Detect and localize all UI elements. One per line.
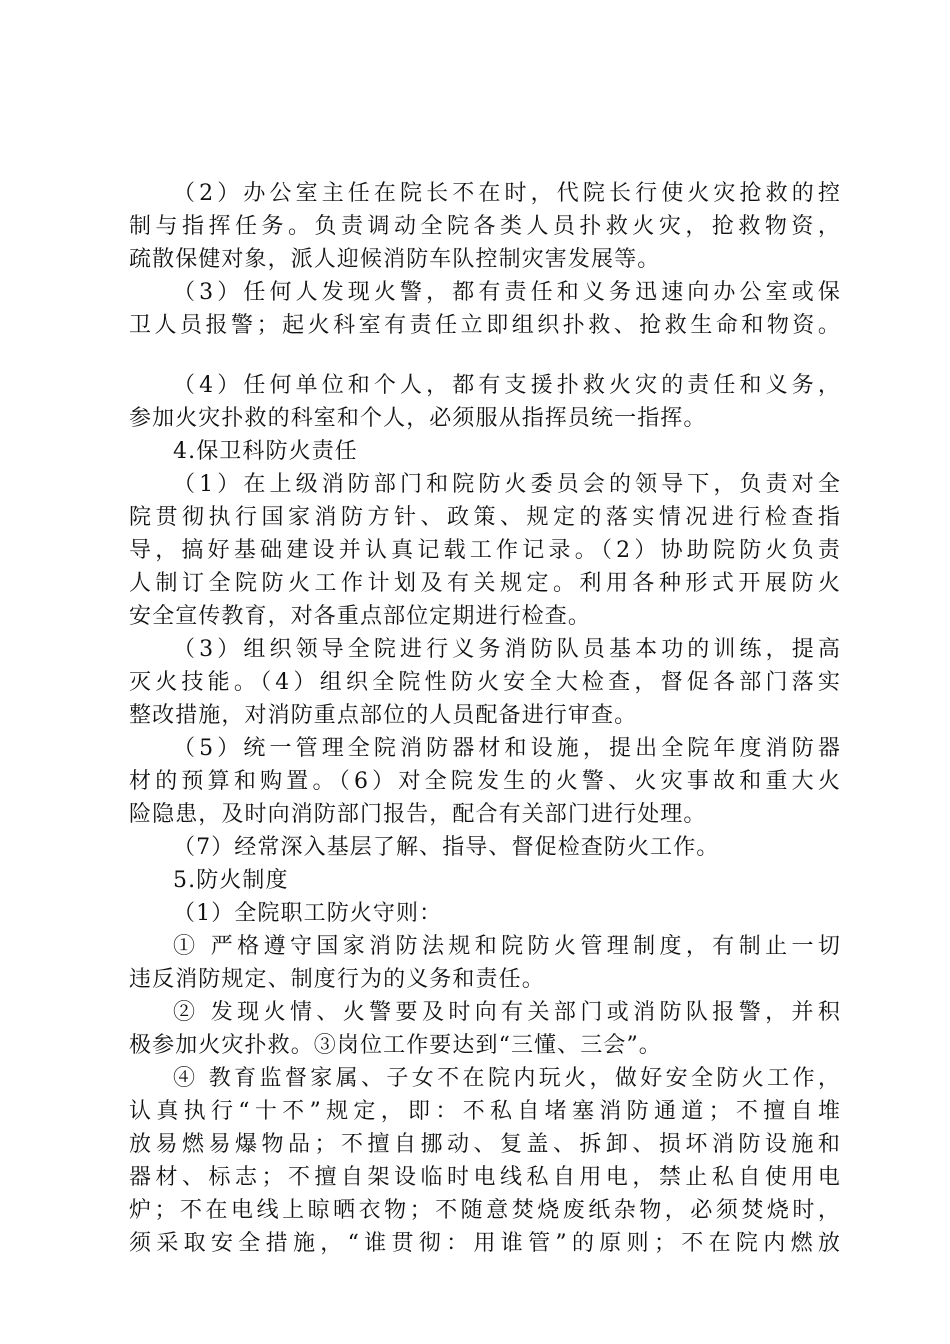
text-line: 违反消防规定、制度行为的义务和责任。 [129,967,545,992]
section-heading-fire-rules [129,864,841,897]
paragraph-rule-2 [129,996,841,1062]
document-body [129,177,841,1260]
text-line: 参加火灾扑救的科室和个人，必须服从指挥员统一指挥。 [129,406,707,431]
text-line: 材的预算和购置。（6）对全院发生的火警、火灾事故和重大火 [129,769,841,794]
text-line: （5）统一管理全院消防器材和设施，提出全院年度消防器 [173,736,841,761]
text-line: ④ 教育监督家属、子女不在院内玩火，做好安全防火工作， [173,1066,841,1091]
text-line: 极参加火灾扑救。③岗位工作要达到“三懂、三会”。 [129,1033,662,1058]
paragraph-rule-1 [129,930,841,996]
text-line: （1）全院职工防火守则： [173,901,443,926]
text-line: 制与指挥任务。负责调动全院各类人员扑救火灾，抢救物资， [129,214,841,239]
text-line: 疏散保健对象，派人迎候消防车队控制灾害发展等。 [129,247,661,272]
text-line: 灭火技能。（4）组织全院性防火安全大检查，督促各部门落实 [129,670,841,695]
paragraph-security-1 [129,468,841,633]
text-line: （2）办公室主任在院长不在时，代院长行使火灾抢救的控 [173,181,841,206]
text-line: ① 严格遵守国家消防法规和院防火管理制度，有制止一切 [173,934,841,959]
paragraph-4-support [129,369,841,435]
section-title: 4.保卫科防火责任 [173,439,358,464]
section-heading-security [129,435,841,468]
text-line: （3）组织领导全院进行义务消防队员基本功的训练，提高 [173,637,841,662]
paragraph-security-3 [129,633,841,732]
text-line: 须采取安全措施，“谁贯彻：用谁管”的原则；不在院内燃放 [129,1231,841,1256]
text-line: 认真执行“十不”规定，即：不私自堵塞消防通道；不擅自堆 [129,1099,841,1124]
paragraph-rule-4 [129,1062,841,1260]
text-line: 放易燃易爆物品；不擅自挪动、复盖、拆卸、损坏消防设施和 [129,1132,841,1157]
text-line: （3）任何人发现火警，都有责任和义务迅速向办公室或保 [173,280,841,305]
text-line: （7）经常深入基层了解、指导、督促检查防火工作。 [173,835,720,860]
text-line: 导，搞好基础建设并认真记载工作记录。（2）协助院防火负责 [129,538,841,563]
text-line: ② 发现火情、火警要及时向有关部门或消防队报警，并积 [173,1000,841,1025]
text-line: 卫人员报警；起火科室有责任立即组织扑救、抢救生命和物资。 [129,313,841,338]
section-title: 5.防火制度 [173,868,289,893]
text-line: 炉；不在电线上晾晒衣物；不随意焚烧废纸杂物，必须焚烧时， [129,1198,841,1223]
text-line: （1）在上级消防部门和院防火委员会的领导下，负责对全 [173,472,841,497]
text-line: 安全宣传教育，对各重点部位定期进行检查。 [129,604,592,629]
text-line: 整改措施，对消防重点部位的人员配备进行审查。 [129,703,638,728]
text-line: （4）任何单位和个人，都有支援扑救火灾的责任和义务， [173,373,841,398]
text-line: 险隐患，及时向消防部门报告，配合有关部门进行处理。 [129,802,707,827]
paragraph-3-fire-report [129,276,841,342]
text-line: 人制订全院防火工作计划及有关规定。利用各种形式开展防火 [129,571,841,596]
paragraph-security-5 [129,732,841,831]
paragraph-2-office-director [129,177,841,276]
paragraph-gap [129,342,841,369]
text-line: 器材、标志；不擅自架设临时电线私自用电，禁止私自使用电 [129,1165,841,1190]
text-line: 院贯彻执行国家消防方针、政策、规定的落实情况进行检查指 [129,505,841,530]
paragraph-staff-rules-title [129,897,841,930]
paragraph-security-7 [129,831,841,864]
